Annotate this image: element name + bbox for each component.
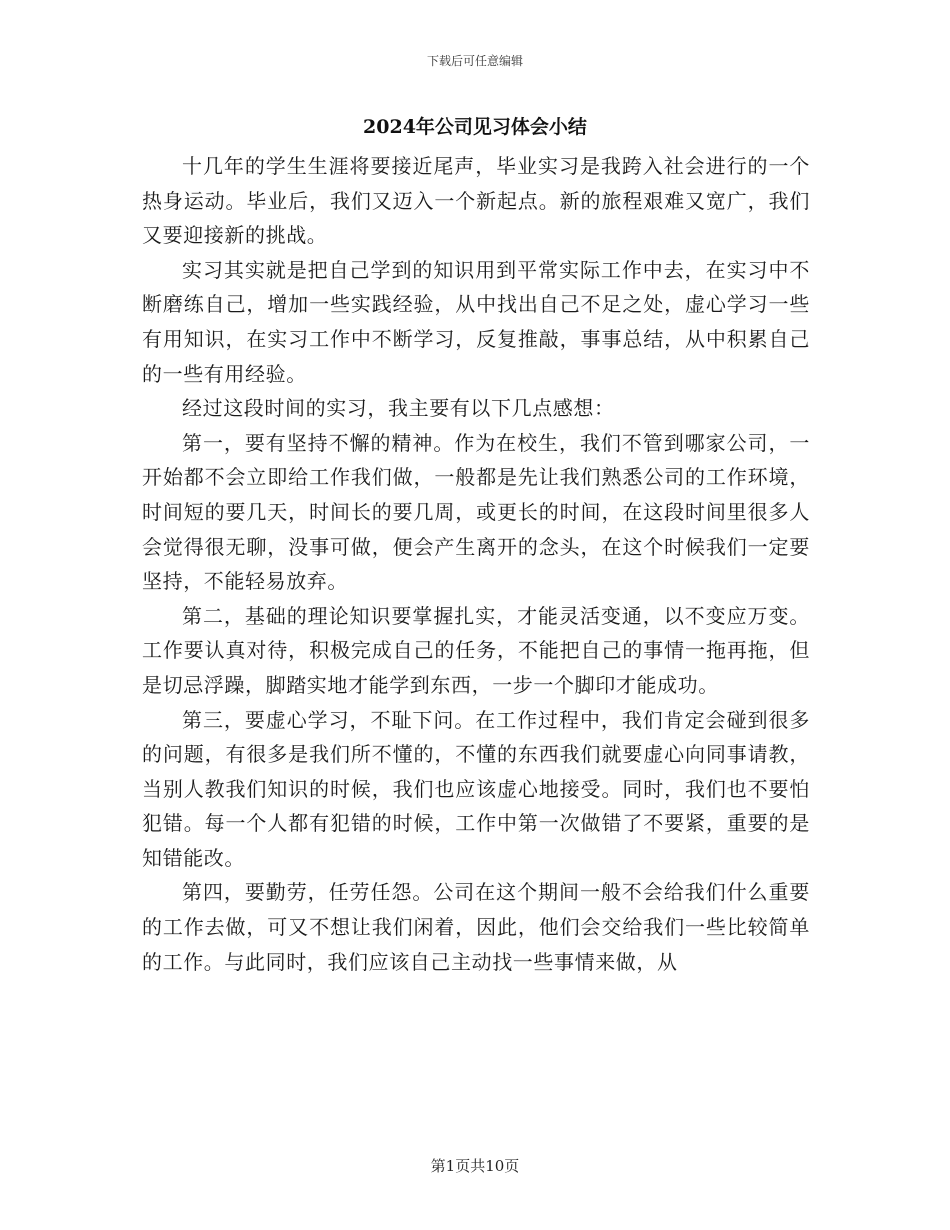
paragraph-reflections-lead: 经过这段时间的实习，我主要有以下几点感想： — [182, 396, 615, 421]
paragraph-point-two: 第二，基础的理论知识要掌握扎实，才能灵活变通，以不变应万变。工作要认真对待，积极完成自己的任务，不能把自己的事情一拖再拖，但是切忌浮躁，脚踏实地才能学到东西，一步一个脚印才能成功。 — [142, 603, 810, 697]
paragraph-internship-meaning: 实习其实就是把自己学到的知识用到平常实际工作中去，在实习中不断磨练自己，增加一些实践经验，从中找出自己不足之处，虚心学习一些有用知识，在实习工作中不断学习，反复推敲，事事总结，从中积累自己的一些有用经验。 — [142, 257, 810, 386]
paragraph-point-four: 第四，要勤劳，任劳任怨。公司在这个期间一般不会给我们什么重要的工作去做，可又不想让我们闲着，因此，他们会交给我们一些比较简单的工作。与此同时，我们应该自己主动找一些事情来做，从 — [142, 880, 810, 974]
document-body — [142, 149, 810, 979]
page-header-note: 下载后可任意编辑 — [426, 54, 523, 68]
paragraph-point-one: 第一，要有坚持不懈的精神。作为在校生，我们不管到哪家公司，一开始都不会立即给工作我们做，一般都是先让我们熟悉公司的工作环境，时间短的要几天，时间长的要几周，或更长的时间，在这段时间里很多人会觉得很无聊，没事可做，便会产生离开的念头，在这个时候我们一定要坚持，不能轻易放弃。 — [142, 430, 810, 594]
document-title: 2024年公司见习体会小结 — [363, 116, 587, 138]
paragraph-intro: 十几年的学生生涯将要接近尾声，毕业实习是我跨入社会进行的一个热身运动。毕业后，我们又迈入一个新起点。新的旅程艰难又宽广，我们又要迎接新的挑战。 — [142, 154, 810, 248]
paragraph-point-three: 第三，要虚心学习，不耻下问。在工作过程中，我们肯定会碰到很多的问题，有很多是我们所不懂的，不懂的东西我们就要虚心向同事请教，当别人教我们知识的时候，我们也应该虚心地接受。同时，我们也不要怕犯错。每一个人都有犯错的时候，工作中第一次做错了不要紧，重要的是知错能改。 — [142, 707, 810, 870]
page-number-indicator: 第1页共10页 — [430, 1157, 520, 1175]
